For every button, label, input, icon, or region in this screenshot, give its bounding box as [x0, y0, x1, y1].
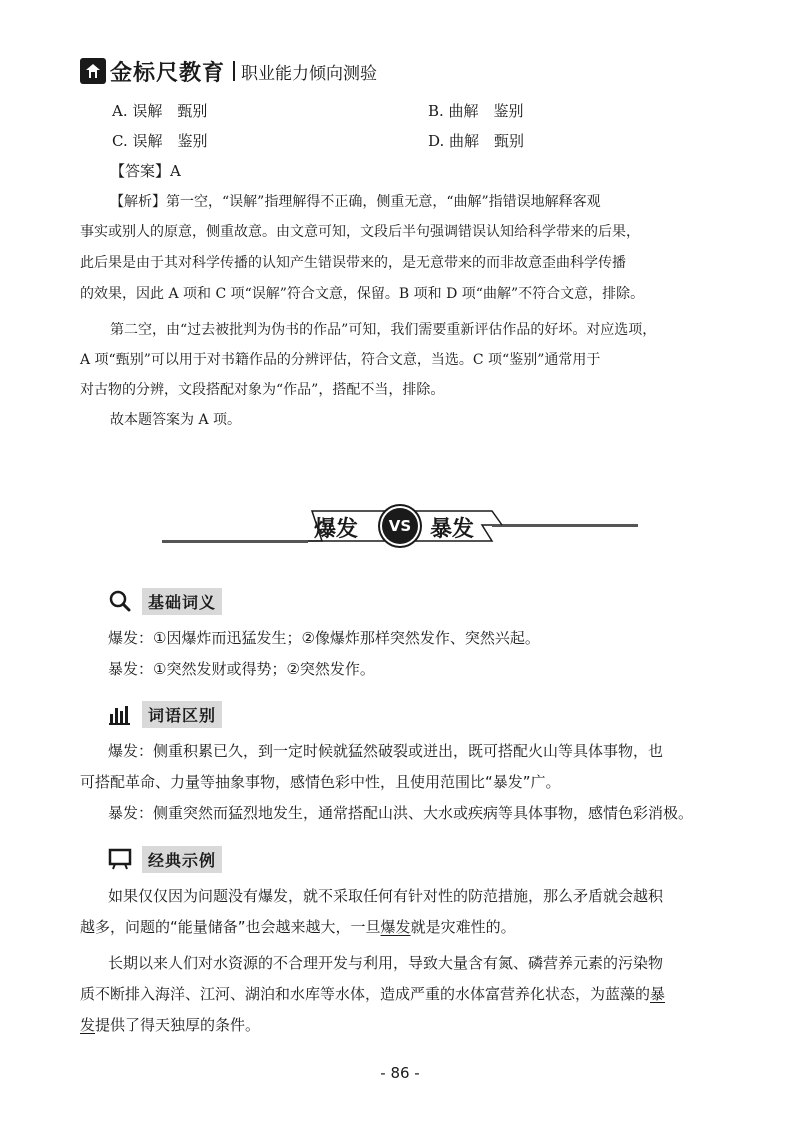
highlight-word: 发 [80, 1016, 96, 1034]
definition-line: 爆发：①因爆炸而迅猛发生；②像爆炸那样突然发作、突然兴起。 [108, 629, 540, 647]
answer: 【答案】A [110, 162, 181, 180]
highlight-word: 爆发 [380, 918, 411, 936]
section-example-header [108, 845, 222, 873]
vs-right-word: 暴发 [430, 516, 475, 542]
analysis-line: A 项“甄别”可以用于对书籍作品的分辨评估，符合文意，当选。C 项“鉴别”通常用于 [80, 352, 601, 368]
analysis-line: 第二空，由“过去被批判为伪书的作品”可知，我们需要重新评估作品的好坏。对应选项， [110, 322, 657, 338]
example-line: 越多，问题的“能量储备”也会越来越大，一旦爆发就是灾难性的。 [80, 918, 516, 936]
vs-banner [162, 500, 638, 550]
section-title: 经典示例 [142, 846, 222, 873]
example-line: 发提供了得天独厚的条件。 [80, 1016, 261, 1034]
brand-name: 金标尺教育 [110, 60, 226, 86]
option-b: B. 曲解 鉴别 [428, 102, 524, 120]
section-title: 基础词义 [142, 588, 222, 615]
header [80, 54, 377, 88]
bar-chart-icon [108, 702, 132, 726]
magnifier-icon [108, 589, 132, 613]
analysis-line: 此后果是由于其对科学传播的认知产生错误带来的，是无意带来的而非故意歪曲科学传播 [80, 255, 626, 271]
option-c: C. 误解 鉴别 [112, 132, 208, 150]
example-line: 长期以来人们对水资源的不合理开发与利用，导致大量含有氮、磷营养元素的污染物 [108, 954, 664, 972]
conclusion: 故本题答案为 A 项。 [110, 412, 242, 428]
definition-line: 暴发：①突然发财或得势；②突然发作。 [108, 660, 375, 678]
difference-line: 可搭配革命、力量等抽象事物，感情色彩中性，且使用范围比“暴发”广。 [80, 773, 561, 791]
analysis-line: 事实或别人的原意，侧重故意。由文意可知，文段后半句强调错误认知给科学带来的后果， [80, 224, 640, 240]
difference-line: 暴发：侧重突然而猛烈地发生，通常搭配山洪、大水或疾病等具体事物，感情色彩消极。 [108, 804, 694, 822]
board-icon [108, 847, 132, 871]
example-line: 质不断排入海洋、江河、湖泊和水库等水体，造成严重的水体富营养化状态，为蓝藻的暴 [80, 985, 666, 1003]
header-divider [233, 61, 235, 81]
highlight-word: 暴 [650, 985, 666, 1003]
vs-left-word: 爆发 [314, 516, 359, 542]
section-diff-header [108, 700, 222, 728]
option-a: A. 误解 甄别 [112, 102, 208, 120]
analysis-line: 【解析】第一空，“误解”指理解得不正确，侧重无意，“曲解”指错误地解释客观 [110, 194, 601, 210]
logo-icon [80, 58, 106, 84]
option-d: D. 曲解 甄别 [428, 132, 525, 150]
section-title: 词语区别 [142, 701, 222, 728]
analysis-line: 对古物的分辨，文段搭配对象为“作品”，搭配不当，排除。 [80, 382, 445, 398]
difference-line: 爆发：侧重积累已久，到一定时候就猛然破裂或迸出，既可搭配火山等具体事物，也 [108, 742, 664, 760]
header-subtitle: 职业能力倾向测验 [241, 63, 378, 84]
analysis-line: 的效果，因此 A 项和 C 项“误解”符合文意，保留。B 项和 D 项“曲解”不符合文意，排除。 [80, 286, 645, 302]
vs-badge: VS [382, 508, 418, 544]
example-line: 如果仅仅因为问题没有爆发，就不采取任何有针对性的防范措施，那么矛盾就会越积 [108, 887, 664, 905]
page-number: - 86 - [380, 1064, 420, 1082]
section-basic-header [108, 587, 222, 615]
